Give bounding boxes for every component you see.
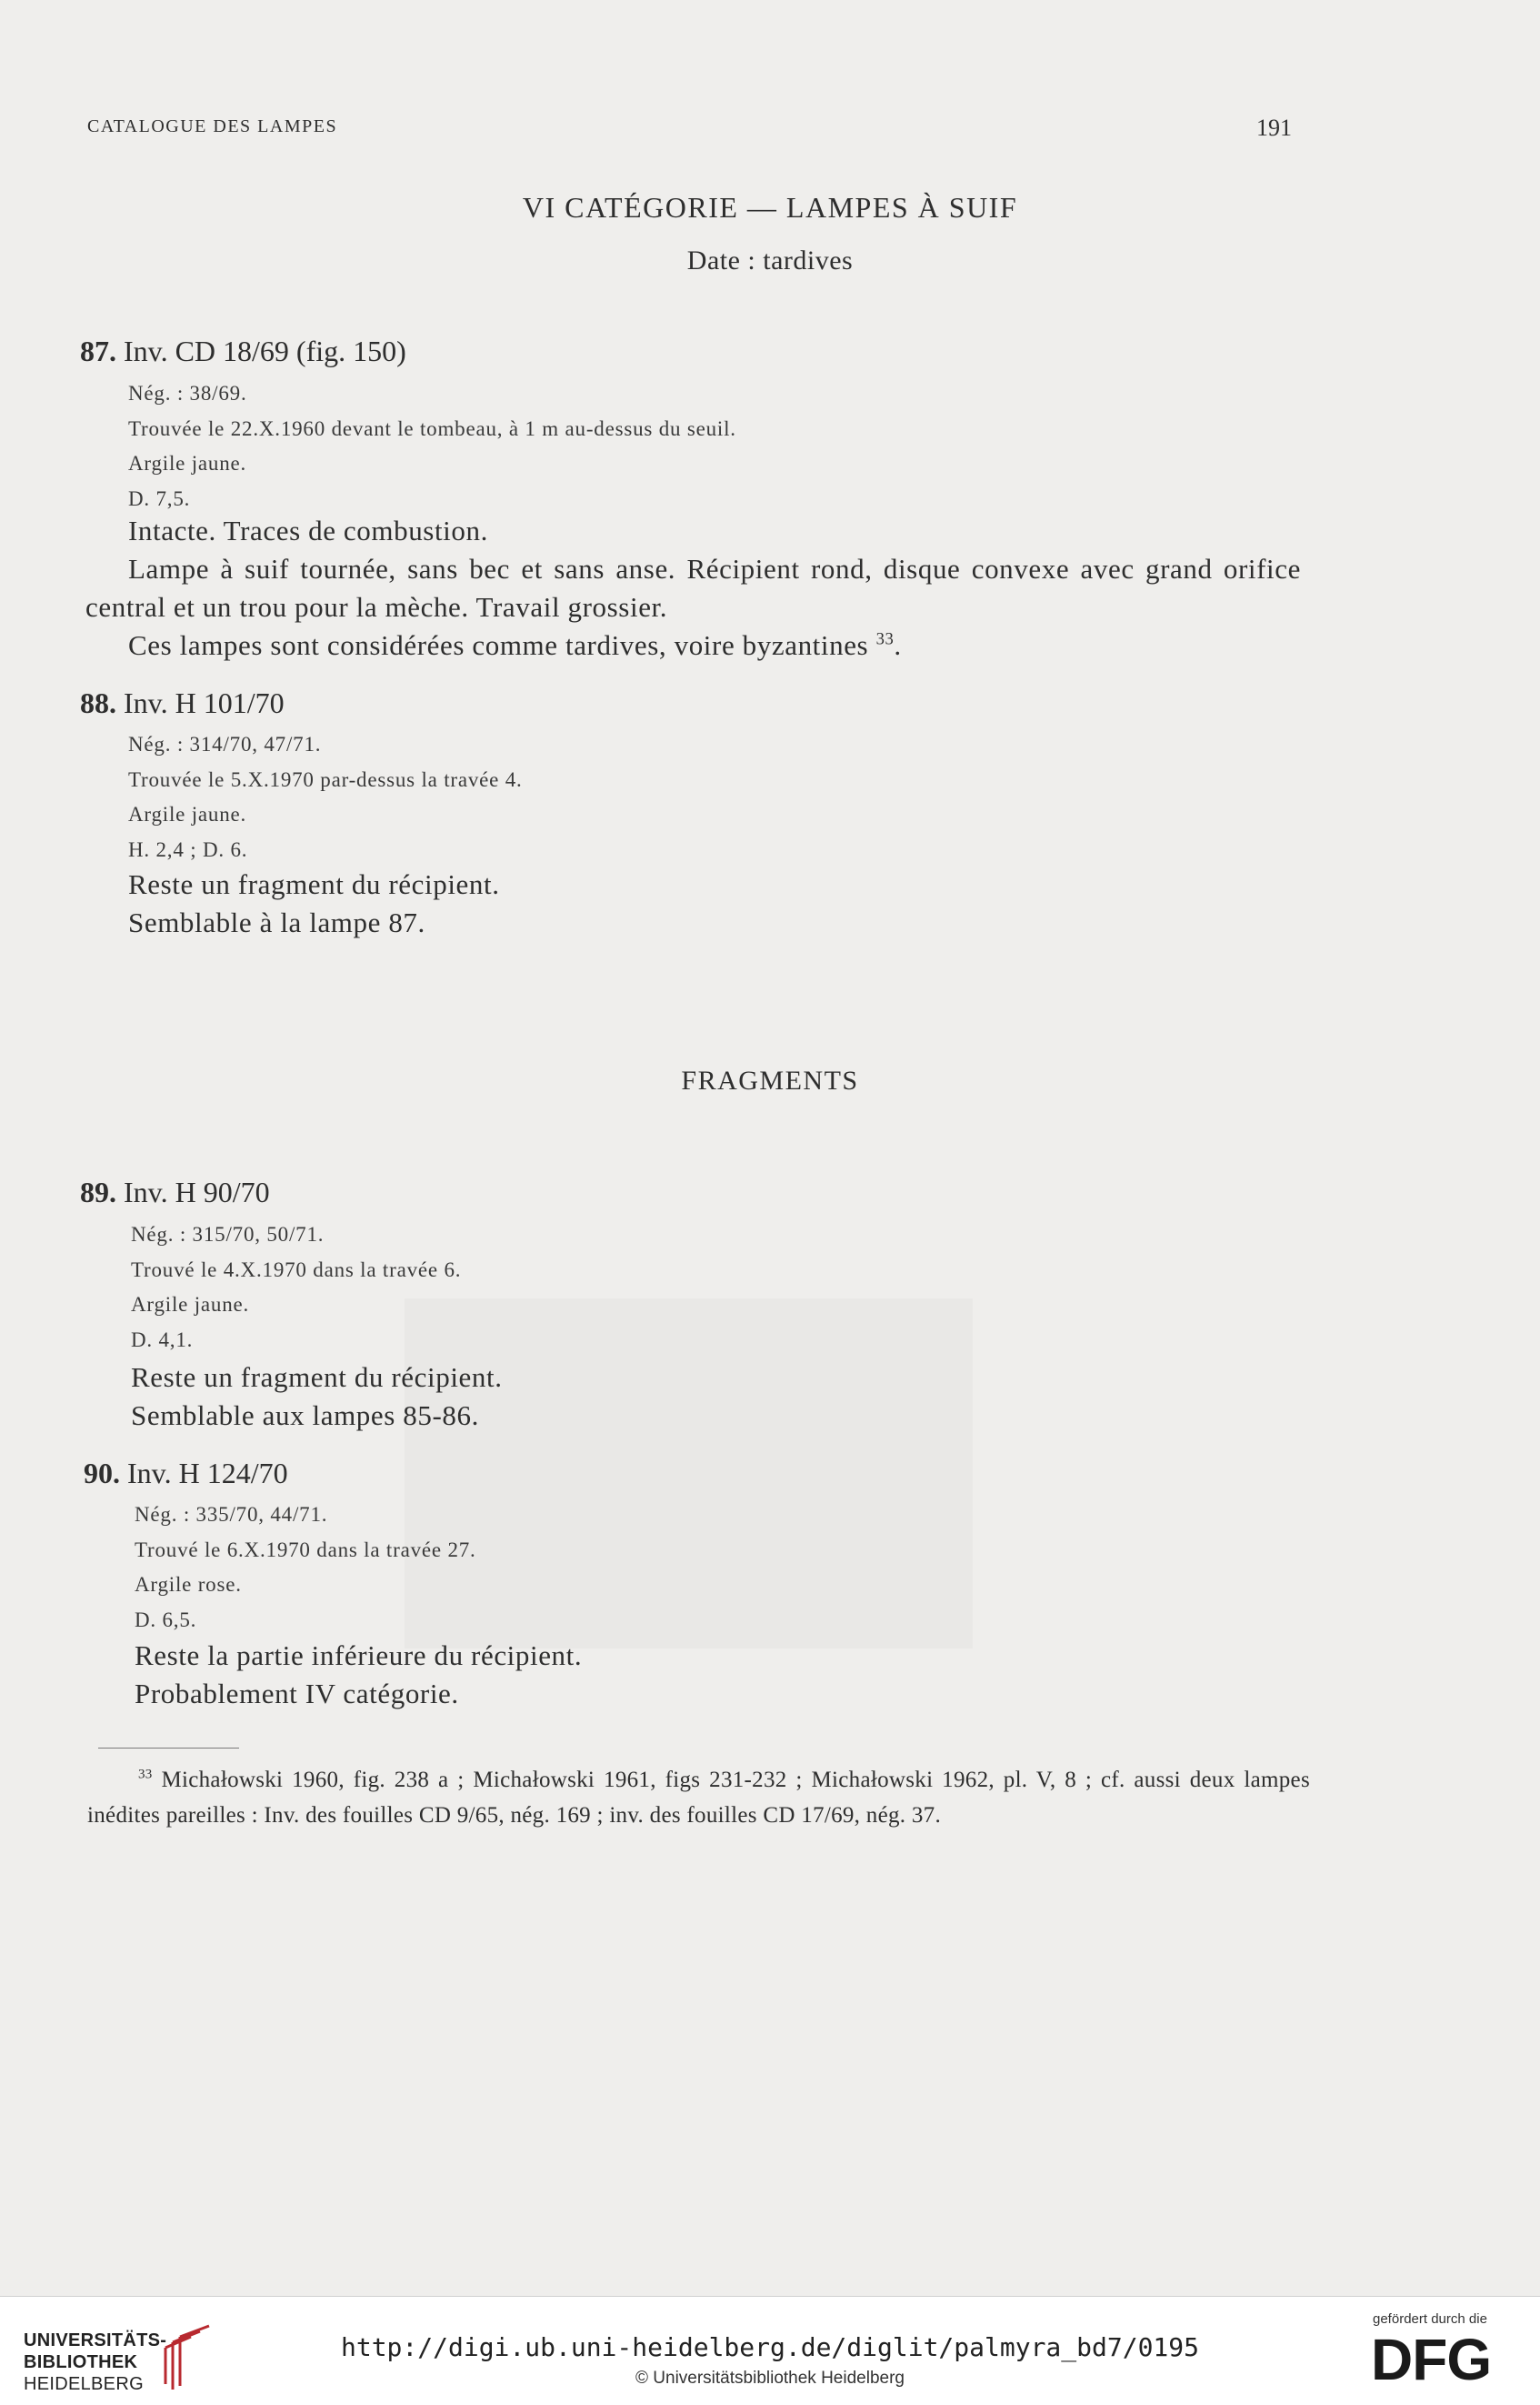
dfg-logo[interactable]: DFG [1371, 2327, 1492, 2392]
entry-inventory: Inv. H 101/70 [124, 686, 285, 719]
paragraph: Intacte. Traces de combustion. [128, 515, 488, 546]
paragraph: Semblable aux lampes 85-86. [131, 1399, 479, 1431]
paragraph: Reste la partie inférieure du récipient. [135, 1639, 583, 1671]
section-subtitle: Date : tardives [686, 246, 854, 276]
entry-87-meta [128, 376, 736, 516]
meta-line: Trouvée le 5.X.1970 par-dessus la travée 4. [128, 767, 523, 791]
paragraph: Lampe à suif tournée, sans bec et sans anse. Récipient rond, disque convexe avec grand orifice central et un trou pour la mèche. Travail grossier. [85, 553, 1301, 623]
footnote-ref: 33 [875, 629, 895, 649]
copyright-notice: © Universitätsbibliothek Heidelberg [635, 2369, 905, 2388]
dfg-caption: gefördert durch die [1373, 2311, 1487, 2327]
entry-inventory: Inv. H 124/70 [127, 1457, 288, 1489]
meta-line: Argile jaune. [128, 803, 247, 826]
permalink-url[interactable]: http://digi.ub.uni-heidelberg.de/diglit/palmyra_bd7/0195 [340, 2332, 1199, 2362]
entry-88-text [128, 866, 1301, 942]
entry-88-meta [128, 727, 523, 867]
meta-line: Trouvé le 4.X.1970 dans la travée 6. [131, 1258, 462, 1281]
entry-89-meta [131, 1218, 461, 1358]
entry-87-text [85, 512, 1301, 665]
entry-90-text [135, 1637, 1307, 1713]
paragraph: Reste un fragment du récipient. [131, 1361, 503, 1393]
meta-line: D. 4,1. [131, 1328, 194, 1351]
paragraph: Ces lampes sont considérées comme tardives, voire byzantines $^{33}$. [128, 629, 902, 661]
meta-line: H. 2,4 ; D. 6. [128, 837, 248, 861]
meta-line: Nég. : 38/69. [128, 382, 247, 405]
meta-line: D. 7,5. [128, 486, 191, 510]
entry-88-heading [80, 686, 285, 720]
footnote [87, 1762, 1310, 1833]
entry-number: 87. [80, 335, 116, 367]
entry-number: 90. [84, 1457, 120, 1489]
entry-87-heading [80, 335, 406, 368]
entry-inventory: Inv. H 90/70 [124, 1176, 270, 1208]
paragraph: Probablement IV catégorie. [135, 1678, 459, 1709]
running-head: CATALOGUE DES LAMPES [87, 116, 338, 136]
meta-line: D. 6,5. [135, 1608, 197, 1631]
entry-inventory: Inv. CD 18/69 (fig. 150) [124, 335, 406, 367]
meta-line: Argile jaune. [131, 1293, 250, 1316]
meta-line: Trouvée le 22.X.1960 devant le tombeau, à 1 m au-dessus du seuil. [128, 416, 736, 440]
entry-number: 88. [80, 686, 116, 719]
meta-line: Argile rose. [135, 1573, 242, 1596]
paragraph: Reste un fragment du récipient. [128, 868, 500, 900]
entry-89-heading [80, 1176, 270, 1209]
ub-heidelberg-logo[interactable]: UNIVERSITÄTS- BIBLIOTHEK HEIDELBERG [24, 2330, 167, 2394]
footnote-number: 33 [138, 1767, 153, 1782]
section-title: VI CATÉGORIE — LAMPES À SUIF [522, 191, 1018, 224]
meta-line: Argile jaune. [128, 452, 247, 475]
meta-line: Nég. : 314/70, 47/71. [128, 733, 322, 756]
entry-89-text [131, 1358, 1304, 1435]
footnote-rule [98, 1748, 239, 1749]
paragraph: Semblable à la lampe 87. [128, 907, 425, 938]
meta-line: Trouvé le 6.X.1970 dans la travée 27. [135, 1538, 476, 1561]
fragments-heading: FRAGMENTS [681, 1066, 859, 1096]
entry-number: 89. [80, 1176, 116, 1208]
entry-90-meta [135, 1498, 476, 1638]
meta-line: Nég. : 315/70, 50/71. [131, 1223, 325, 1246]
entry-90-heading [84, 1457, 288, 1490]
meta-line: Nég. : 335/70, 44/71. [135, 1503, 328, 1526]
footnote-text: Michałowski 1960, fig. 238 a ; Michałowski 1961, figs 231-232 ; Michałowski 1962, pl. V, 8 ; cf. aussi deux lampes inédites pareilles : Inv. des fouilles CD 9/65, nég. 169 ; inv. des fouilles CD 17/69, nég. 37. [87, 1768, 1310, 1828]
faint-plate-background [405, 1298, 973, 1648]
page-number: 191 [1256, 115, 1292, 141]
